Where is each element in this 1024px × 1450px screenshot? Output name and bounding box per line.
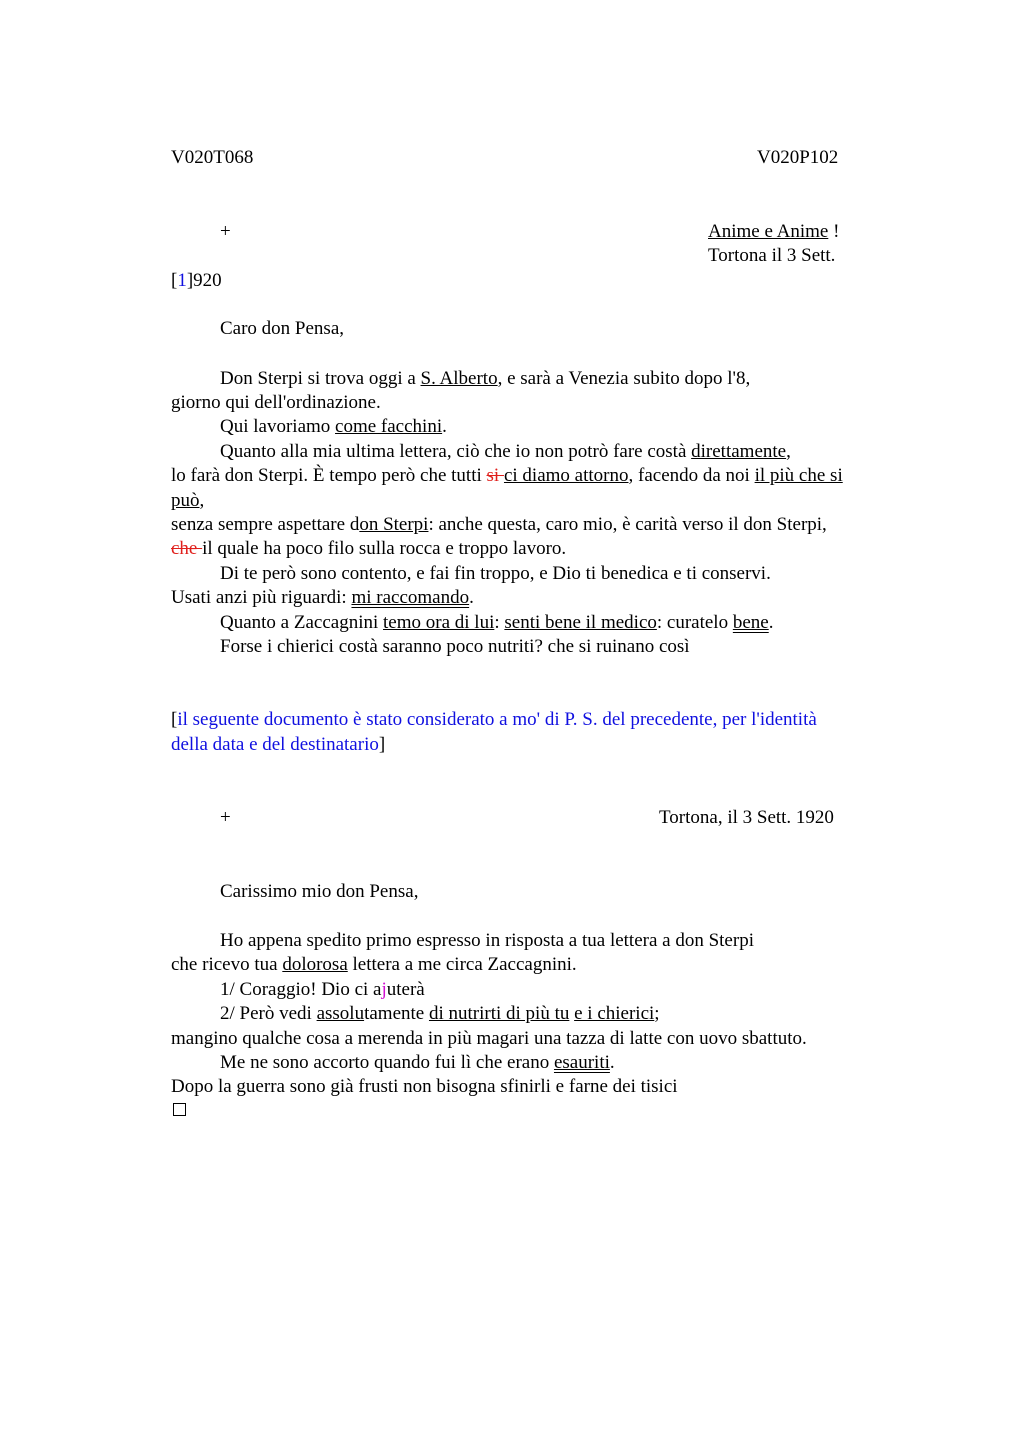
salutation: Caro don Pensa, <box>220 318 345 339</box>
paragraph-line: giorno qui dell'ordinazione. <box>171 392 381 413</box>
year-editorial-digit: 1 <box>177 270 187 291</box>
paragraph-line: Don Sterpi si trova oggi a S. Alberto, e sarà a Venezia subito dopo l'8, <box>220 368 751 389</box>
paragraph-line: che ricevo tua dolorosa lettera a me circa Zaccagnini. <box>171 954 577 975</box>
paragraph-line: Quanto a Zaccagnini temo ora di lui: senti bene il medico: curatelo bene. <box>220 612 774 633</box>
year: [1]920 <box>171 270 222 291</box>
document-code-right: V020P102 <box>757 147 839 168</box>
motto-underlined: Anime e Anime <box>708 221 829 242</box>
end-square-icon <box>173 1103 186 1116</box>
paragraph-line: Dopo la guerra sono già frusti non bisogna sfinirli e farne dei tisici <box>171 1076 678 1097</box>
deleted-text: si <box>486 465 504 486</box>
place-date: Tortona, il 3 Sett. 1920 <box>659 807 834 828</box>
cross-symbol: + <box>220 807 231 828</box>
paragraph-line: Di te però sono contento, e fai fin troppo, e Dio ti benedica e ti conservi. <box>220 563 771 584</box>
place-date: Tortona il 3 Sett. <box>708 245 836 266</box>
paragraph-line: lo farà don Sterpi. È tempo però che tutti si ci diamo attorno, facendo da noi il più che si <box>171 465 843 486</box>
deleted-text: che <box>171 538 203 559</box>
paragraph-line: Me ne sono accorto quando fui lì che erano esauriti. <box>220 1052 615 1073</box>
paragraph-line: può, <box>171 490 205 511</box>
editorial-letter: j <box>381 979 387 1000</box>
cross-symbol: + <box>220 221 231 242</box>
motto: Anime e Anime ! <box>708 221 840 242</box>
paragraph-line: Forse i chierici costà saranno poco nutriti? che si ruinano così <box>220 636 690 657</box>
paragraph-line: mangino qualche cosa a merenda in più magari una tazza di latte con uovo sbattuto. <box>171 1028 807 1049</box>
paragraph-line: Quanto alla mia ultima lettera, ciò che io non potrò fare costà direttamente, <box>220 441 791 462</box>
editor-note: della data e del destinatario] <box>171 734 386 755</box>
paragraph-line: Qui lavoriamo come facchini. <box>220 416 447 437</box>
salutation: Carissimo mio don Pensa, <box>220 881 419 902</box>
paragraph-line: che il quale ha poco filo sulla rocca e troppo lavoro. <box>171 538 567 559</box>
paragraph-line: Usati anzi più riguardi: mi raccomando. <box>171 587 474 608</box>
list-item: 1/ Coraggio! Dio ci ajuterà <box>220 979 425 1000</box>
list-item: 2/ Però vedi assolutamente di nutrirti di più tu e i chierici; <box>220 1003 660 1024</box>
document-code-left: V020T068 <box>171 147 254 168</box>
editor-note: [il seguente documento è stato considerato a mo' di P. S. del precedente, per l'identità <box>171 709 817 730</box>
paragraph-line: senza sempre aspettare don Sterpi: anche questa, caro mio, è carità verso il don Sterpi, <box>171 514 827 535</box>
paragraph-line: Ho appena spedito primo espresso in risposta a tua lettera a don Sterpi <box>220 930 754 951</box>
